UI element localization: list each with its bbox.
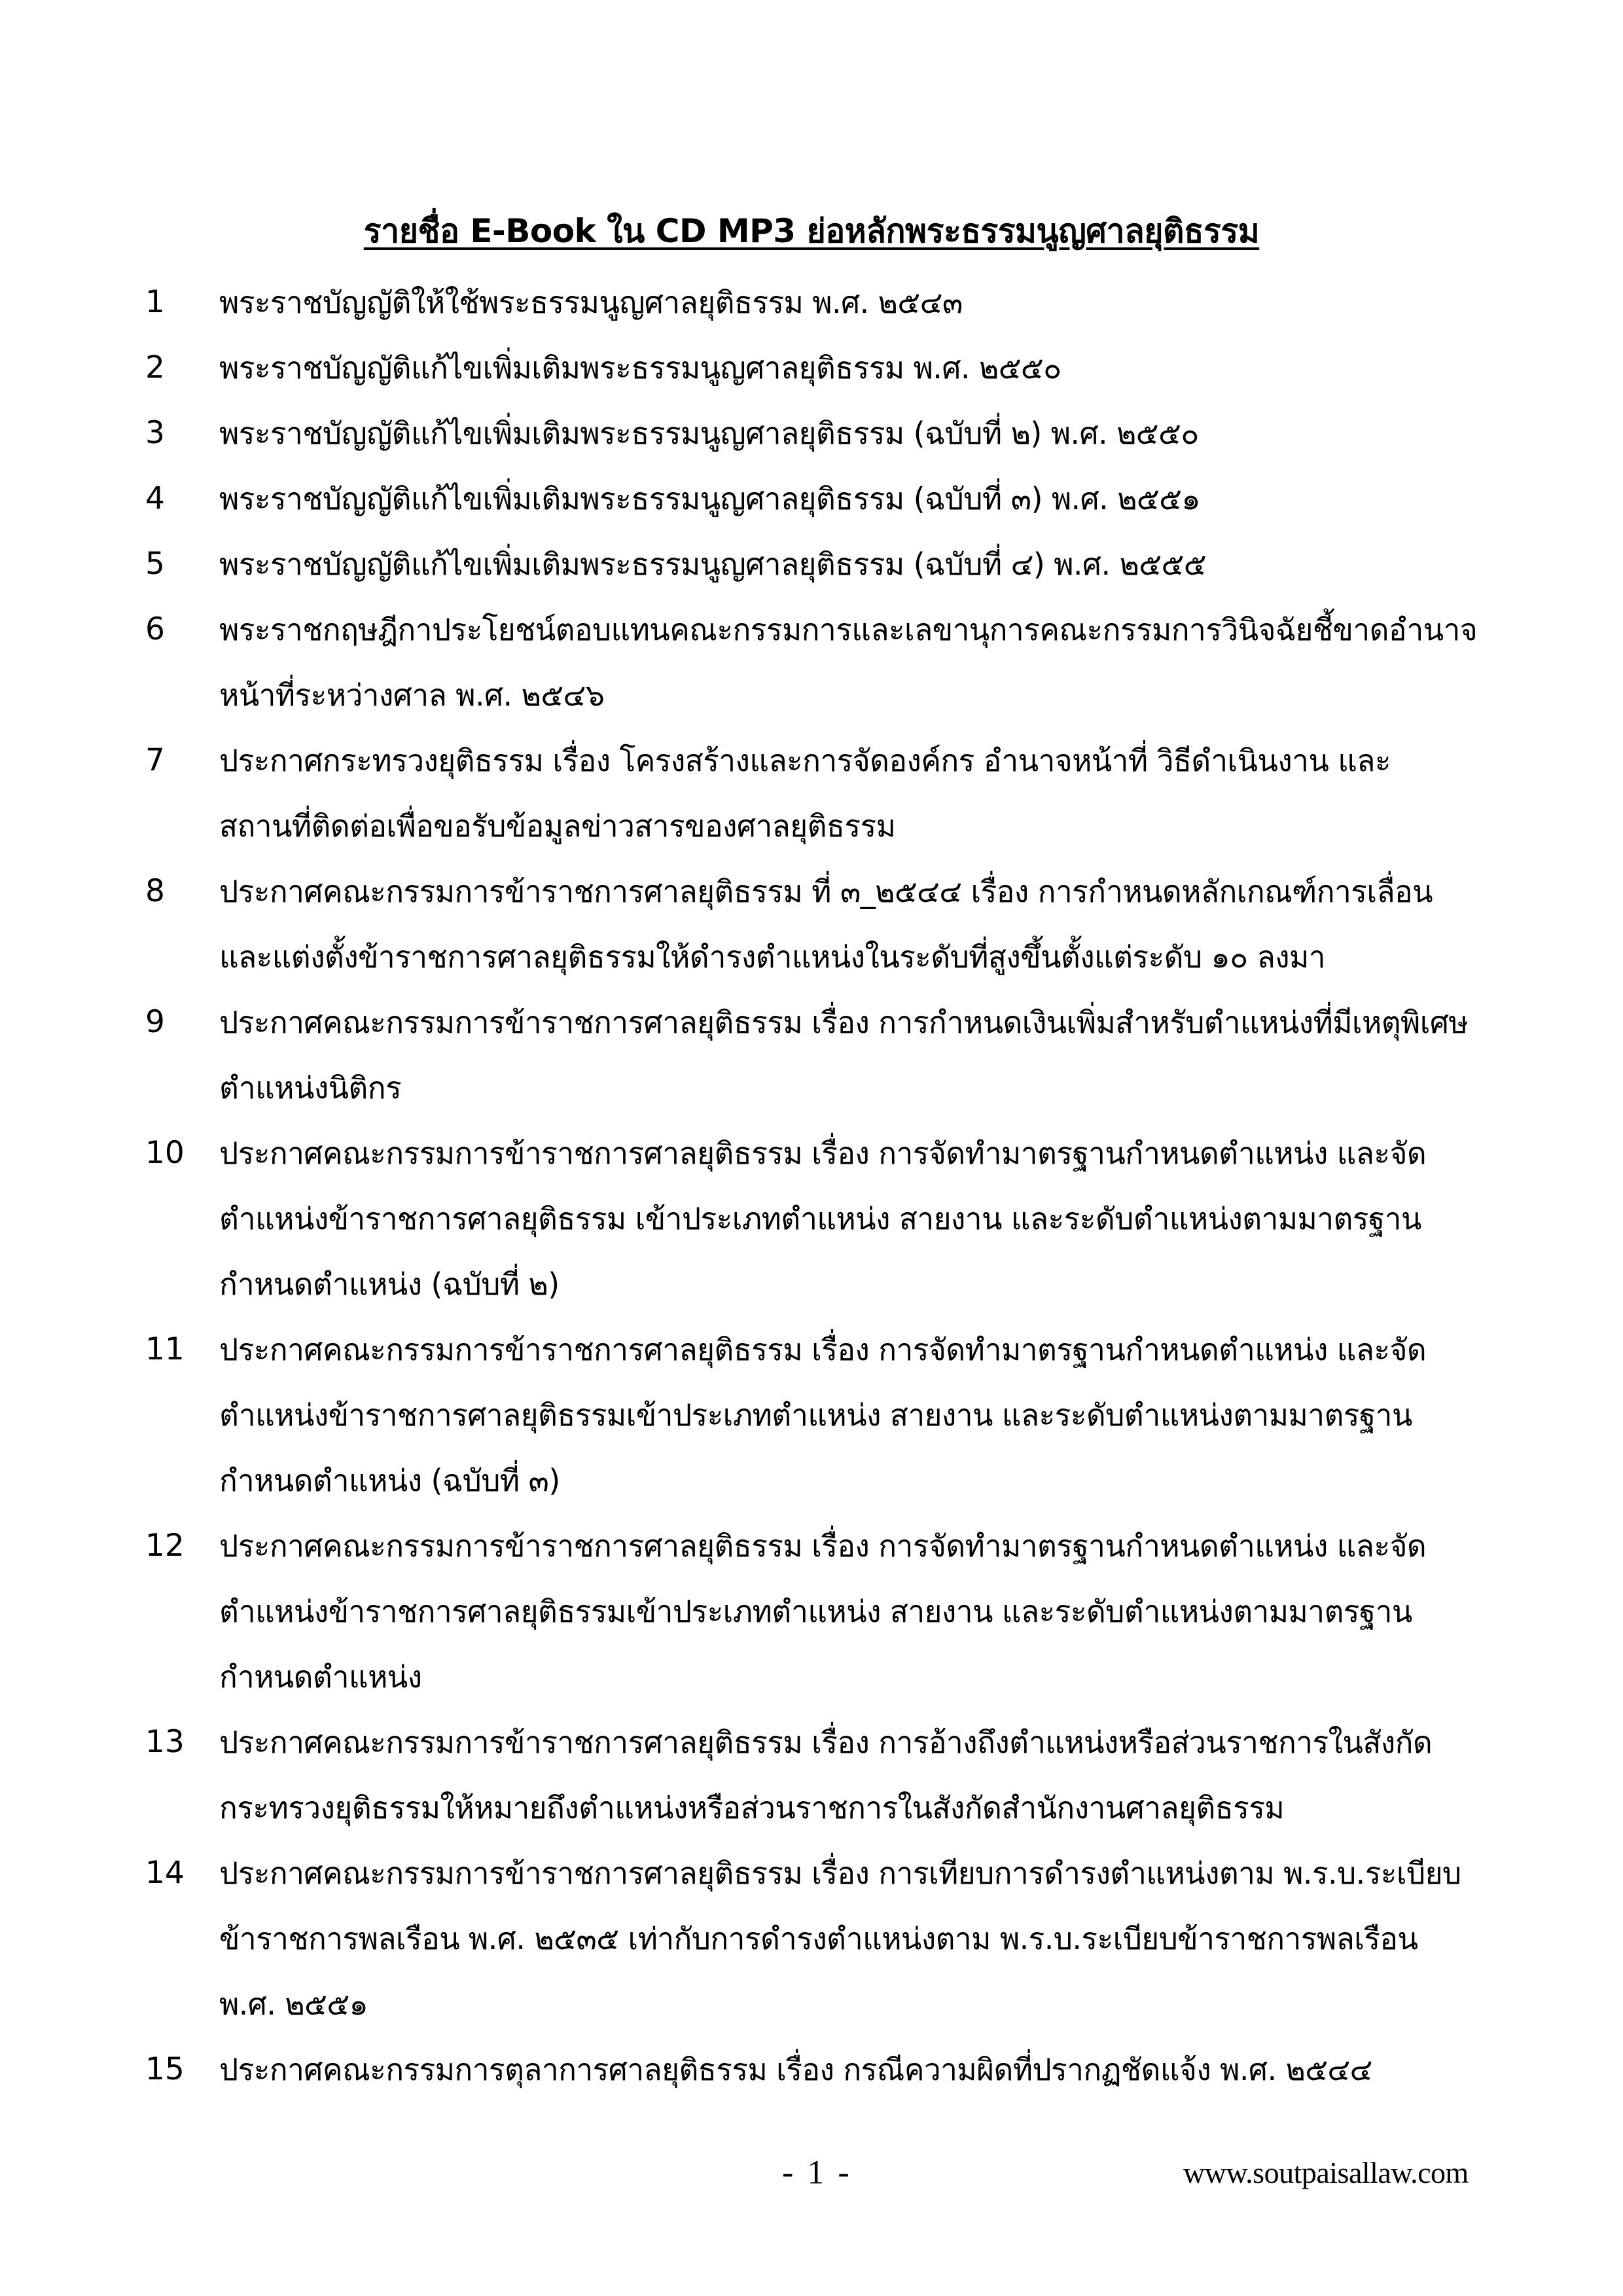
item-text	[219, 1121, 1515, 1317]
item-line: หน้าที่ระหว่างศาล พ.ศ. ๒๕๔๖	[219, 677, 605, 713]
item-text	[219, 270, 1515, 335]
item-text	[219, 990, 1515, 1121]
item-line: พระราชกฤษฎีกาประโยชน์ตอบแทนคณะกรรมการและเลขานุการคณะกรรมการวินิจฉัยชี้ขาดอำนาจ	[219, 612, 1478, 647]
list-item	[0, 1710, 1623, 1840]
item-text	[219, 1710, 1515, 1840]
item-line: ประกาศคณะกรรมการข้าราชการศาลยุติธรรม เรื่อง การอ้างถึงตำแหน่งหรือส่วนราชการในสังกัด	[219, 1725, 1433, 1760]
item-line: และแต่งตั้งข้าราชการศาลยุติธรรมให้ดำรงตำแหน่งในระดับที่สูงขึ้นตั้งแต่ระดับ ๑๐ ลงมา	[219, 939, 1325, 975]
item-number: 11	[145, 1331, 185, 1367]
list-item	[0, 2037, 1623, 2102]
item-line: ตำแหน่งนิติกร	[219, 1070, 402, 1105]
item-text	[219, 597, 1515, 728]
item-line: ตำแหน่งข้าราชการศาลยุติธรรมเข้าประเภทตำแหน่ง สายงาน และระดับตำแหน่งตามมาตรฐาน	[219, 1594, 1412, 1629]
item-line: ข้าราชการพลเรือน พ.ศ. ๒๕๓๕ เท่ากับการดำรงตำแหน่งตาม พ.ร.บ.ระเบียบข้าราชการพลเรือน	[219, 1921, 1418, 1956]
item-text	[219, 1317, 1515, 1513]
item-line: พระราชบัญญัติแก้ไขเพิ่มเติมพระธรรมนูญศาลยุติธรรม (ฉบับที่ ๔) พ.ศ. ๒๕๕๕	[219, 547, 1206, 582]
list-item	[0, 335, 1623, 401]
page-title: รายชื่อ E-Book ใน CD MP3 ย่อหลักพระธรรมนูญศาลยุติธรรม	[363, 212, 1260, 250]
item-line: ประกาศคณะกรรมการข้าราชการศาลยุติธรรม เรื่อง การจัดทำมาตรฐานกำหนดตำแหน่ง และจัด	[219, 1332, 1427, 1367]
item-line: พระราชบัญญัติแก้ไขเพิ่มเติมพระธรรมนูญศาลยุติธรรม (ฉบับที่ ๓) พ.ศ. ๒๕๕๑	[219, 481, 1200, 516]
list-item	[0, 990, 1623, 1121]
item-number: 3	[145, 415, 165, 451]
list-item	[0, 859, 1623, 990]
website-link[interactable]: www.soutpaisallaw.com	[1183, 2156, 1469, 2189]
item-text	[219, 728, 1515, 859]
item-number: 5	[145, 546, 165, 582]
item-line: กำหนดตำแหน่ง (ฉบับที่ ๓)	[219, 1463, 560, 1498]
item-line: กระทรวงยุติธรรมให้หมายถึงตำแหน่งหรือส่วนราชการในสังกัดสำนักงานศาลยุติธรรม	[219, 1790, 1285, 1825]
item-text	[219, 1513, 1515, 1710]
item-line: ประกาศคณะกรรมการข้าราชการศาลยุติธรรม ที่ ๓_๒๕๔๔ เรื่อง การกำหนดหลักเกณฑ์การเลื่อน	[219, 874, 1433, 909]
list-item	[0, 466, 1623, 531]
item-number: 7	[145, 742, 165, 778]
list-item	[0, 401, 1623, 466]
list-item	[0, 728, 1623, 859]
item-number: 2	[145, 350, 165, 386]
item-text	[219, 2037, 1515, 2102]
item-line: ประกาศกระทรวงยุติธรรม เรื่อง โครงสร้างและการจัดองค์กร อำนาจหน้าที่ วิธีดำเนินงาน และ	[219, 743, 1391, 778]
list-item	[0, 270, 1623, 335]
item-line: สถานที่ติดต่อเพื่อขอรับข้อมูลข่าวสารของศาลยุติธรรม	[219, 808, 896, 844]
item-number: 14	[145, 1855, 185, 1891]
item-line: กำหนดตำแหน่ง (ฉบับที่ ๒)	[219, 1266, 560, 1302]
item-text	[219, 1840, 1515, 2037]
item-line: กำหนดตำแหน่ง	[219, 1659, 422, 1695]
item-text	[219, 466, 1515, 531]
item-line: พระราชบัญญัติแก้ไขเพิ่มเติมพระธรรมนูญศาลยุติธรรม พ.ศ. ๒๕๕๐	[219, 350, 1061, 386]
item-text	[219, 859, 1515, 990]
item-line: ประกาศคณะกรรมการตุลาการศาลยุติธรรม เรื่อง กรณีความผิดที่ปรากฏชัดแจ้ง พ.ศ. ๒๕๔๔	[219, 2052, 1372, 2087]
list-item	[0, 1121, 1623, 1317]
item-line: ประกาศคณะกรรมการข้าราชการศาลยุติธรรม เรื่อง การจัดทำมาตรฐานกำหนดตำแหน่ง และจัด	[219, 1528, 1427, 1564]
item-line: ตำแหน่งข้าราชการศาลยุติธรรมเข้าประเภทตำแหน่ง สายงาน และระดับตำแหน่งตามมาตรฐาน	[219, 1397, 1412, 1433]
list-item	[0, 597, 1623, 728]
item-line: ตำแหน่งข้าราชการศาลยุติธรรม เข้าประเภทตำแหน่ง สายงาน และระดับตำแหน่งตามมาตรฐาน	[219, 1201, 1421, 1236]
list-item	[0, 531, 1623, 597]
item-text	[219, 401, 1515, 466]
item-line: ประกาศคณะกรรมการข้าราชการศาลยุติธรรม เรื่อง การจัดทำมาตรฐานกำหนดตำแหน่ง และจัด	[219, 1136, 1427, 1171]
page-number: - 1 -	[782, 2154, 852, 2191]
list-item	[0, 1840, 1623, 2037]
item-text	[219, 335, 1515, 401]
item-line: พระราชบัญญัติให้ใช้พระธรรมนูญศาลยุติธรรม พ.ศ. ๒๕๔๓	[219, 285, 963, 320]
item-line: ประกาศคณะกรรมการข้าราชการศาลยุติธรรม เรื่อง การกำหนดเงินเพิ่มสำหรับตำแหน่งที่มีเหตุพิเศษ	[219, 1005, 1469, 1040]
item-number: 9	[145, 1004, 165, 1040]
item-number: 4	[145, 480, 165, 516]
item-number: 13	[145, 1724, 185, 1760]
ebook-list	[0, 270, 1623, 2102]
item-text	[219, 531, 1515, 597]
item-line: ประกาศคณะกรรมการข้าราชการศาลยุติธรรม เรื่อง การเทียบการดำรงตำแหน่งตาม พ.ร.บ.ระเบียบ	[219, 1856, 1461, 1891]
item-line: พ.ศ. ๒๕๕๑	[219, 1986, 368, 2022]
item-number: 1	[145, 284, 165, 320]
item-line: พระราชบัญญัติแก้ไขเพิ่มเติมพระธรรมนูญศาลยุติธรรม (ฉบับที่ ๒) พ.ศ. ๒๕๕๐	[219, 416, 1199, 451]
item-number: 10	[145, 1135, 185, 1171]
item-number: 12	[145, 1528, 185, 1564]
item-number: 8	[145, 873, 165, 909]
item-number: 15	[145, 2051, 185, 2087]
list-item	[0, 1513, 1623, 1710]
item-number: 6	[145, 611, 165, 647]
list-item	[0, 1317, 1623, 1513]
